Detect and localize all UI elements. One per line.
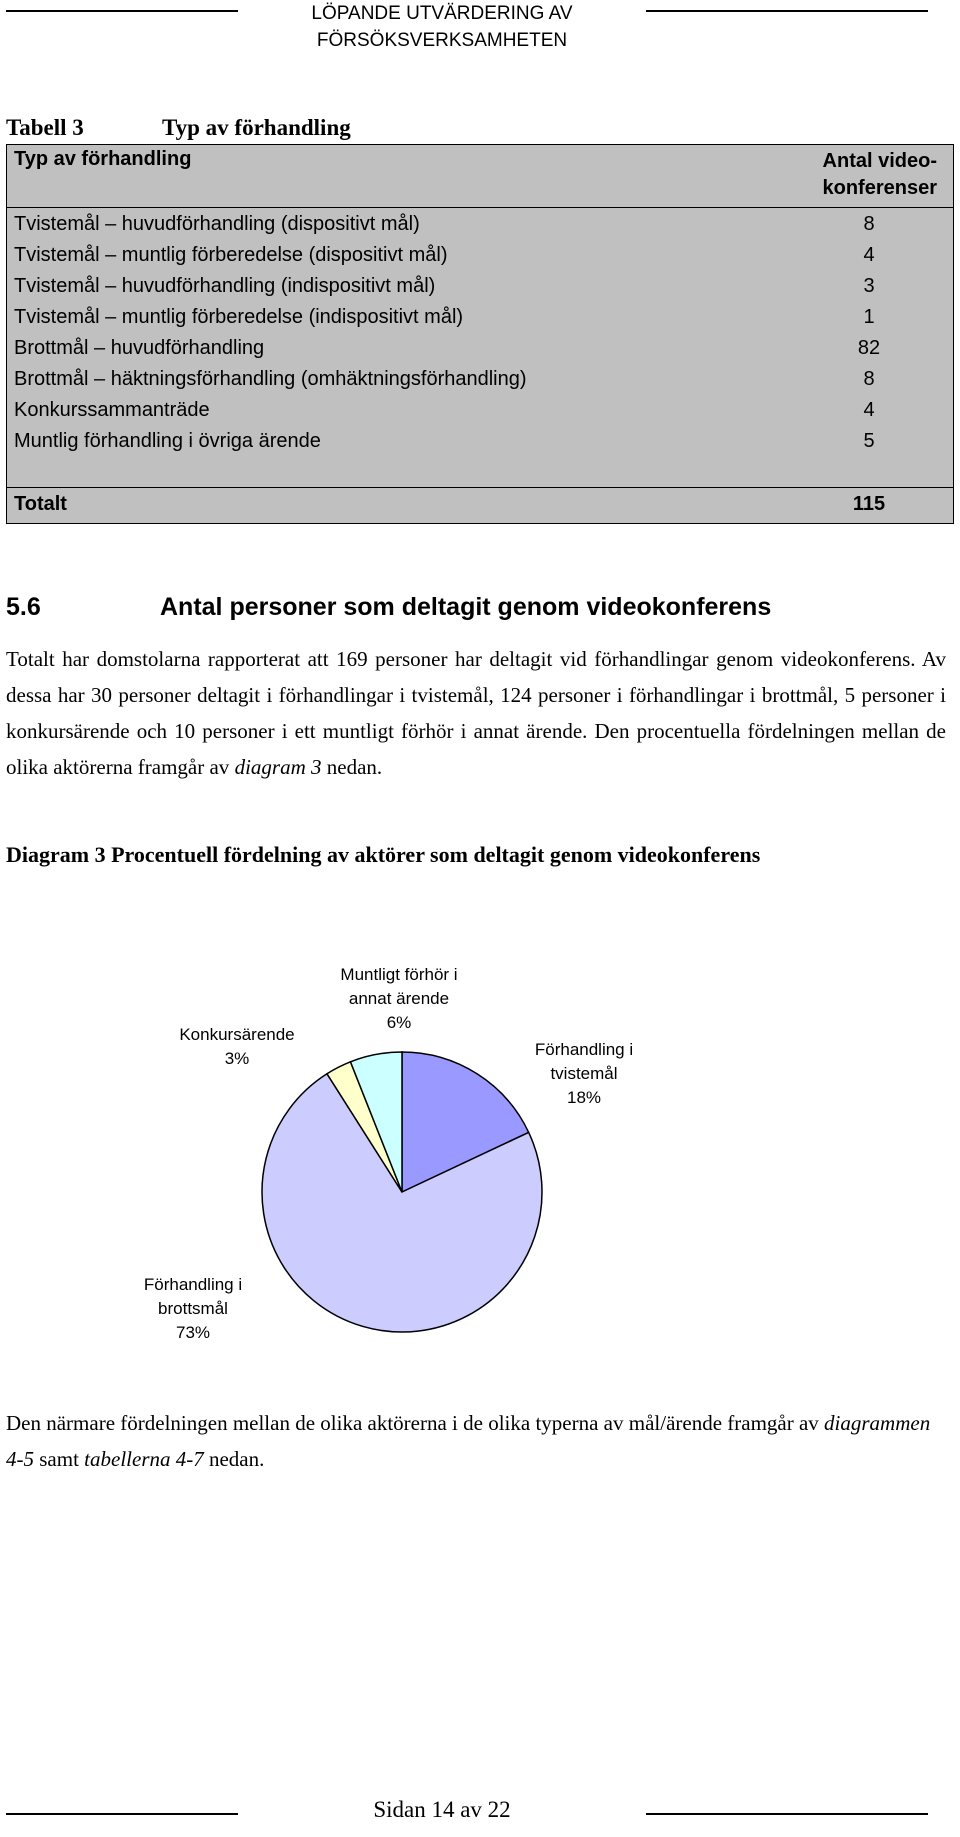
footer-rule-right [646, 1813, 928, 1815]
negotiation-type-table [6, 144, 954, 524]
row-value: 1 [863, 306, 875, 328]
paragraph-text: nedan. [203, 1447, 265, 1471]
table-row [14, 426, 944, 457]
header-divider [7, 207, 953, 208]
pie-slice-label: Förhandling i brottsmål 73% [143, 1275, 243, 1342]
row-value: 4 [863, 399, 875, 421]
section-title: Antal personer som deltagit genom videokonferens [160, 593, 772, 621]
row-label: Muntlig förhandling i övriga ärende [14, 430, 321, 452]
diagram-reference: diagram 3 [234, 755, 322, 779]
column-header-count-line2: konferenser [822, 177, 937, 199]
diagram-caption: Diagram 3 Procentuell fördelning av aktörer som deltagit genom videokonferens [6, 842, 761, 867]
table-row [14, 271, 944, 302]
row-label: Brottmål – huvudförhandling [14, 337, 265, 359]
paragraph-text: samt [34, 1447, 85, 1471]
section-heading [6, 593, 771, 622]
paragraph-text: nedan. [321, 755, 383, 779]
column-header-type: Typ av förhandling [14, 148, 192, 170]
table-row [14, 209, 944, 240]
footer-rule-left [6, 1813, 238, 1815]
row-label: Tvistemål – huvudförhandling (indispositivt mål) [14, 275, 436, 297]
header-rule-left [6, 10, 238, 12]
body-paragraph-1 [6, 641, 946, 785]
running-header [0, 0, 960, 60]
row-value: 82 [857, 337, 881, 359]
table-caption [6, 115, 351, 141]
pie-slice-label: Muntligt förhör i annat ärende 6% [340, 965, 458, 1032]
table-row [14, 302, 944, 333]
header-rule-right [646, 10, 928, 12]
table-row [14, 240, 944, 271]
row-value: 8 [863, 213, 875, 235]
diagram-reference: diagrammen 4-5 [6, 1411, 931, 1471]
row-label: Brottmål – häktningsförhandling (omhäktningsförhandling) [14, 368, 527, 390]
row-value: 3 [863, 275, 875, 297]
pie-chart [0, 900, 960, 1380]
paragraph-text: Den närmare fördelningen mellan de olika aktörerna i de olika typerna av mål/ärende framgår av [6, 1411, 825, 1435]
table-total-row [14, 489, 944, 520]
table-reference: tabellerna 4-7 [84, 1447, 204, 1471]
table-row [14, 395, 944, 426]
row-value: 4 [863, 244, 875, 266]
header-line-2: FÖRSÖKSVERKSAMHETEN [316, 30, 568, 51]
row-label: Tvistemål – huvudförhandling (dispositivt mål) [14, 213, 420, 235]
row-value: 5 [863, 430, 875, 452]
row-label: Tvistemål – muntlig förberedelse (dispositivt mål) [14, 244, 448, 266]
page-number: Sidan 14 av 22 [373, 1797, 511, 1822]
total-value: 115 [852, 493, 886, 515]
header-title [240, 0, 644, 54]
row-label: Konkurssammanträde [14, 399, 210, 421]
row-value: 8 [863, 368, 875, 390]
table-row [14, 364, 944, 395]
row-label: Tvistemål – muntlig förberedelse (indispositivt mål) [14, 306, 464, 328]
column-header-count-line1: Antal video- [822, 150, 937, 172]
section-number: 5.6 [6, 593, 41, 621]
total-label: Totalt [14, 493, 67, 515]
table-row [14, 333, 944, 364]
table-title: Typ av förhandling [162, 115, 351, 140]
pie-slice-label: Förhandling i tvistemål 18% [534, 1040, 634, 1107]
header-line-1: LÖPANDE UTVÄRDERING AV [311, 3, 573, 24]
body-paragraph-2 [6, 1405, 946, 1477]
pie-slice-label: Konkursärende 3% [179, 1025, 295, 1068]
paragraph-text: Totalt har domstolarna rapporterat att 169 personer har deltagit vid förhandlingar genom videokonferens. Av dessa har 30 personer deltagit i förhandlingar i tvistemål, 124 personer i förhandlingar i brottmål, 5 personer i konkursärende och 10 personer i ett muntligt förhör i annat ärende. Den procentuella fördelningen mellan de olika aktörerna framgår av [6, 647, 946, 779]
table-number: Tabell 3 [6, 115, 84, 140]
total-divider [7, 487, 953, 488]
column-header-count [787, 148, 937, 202]
